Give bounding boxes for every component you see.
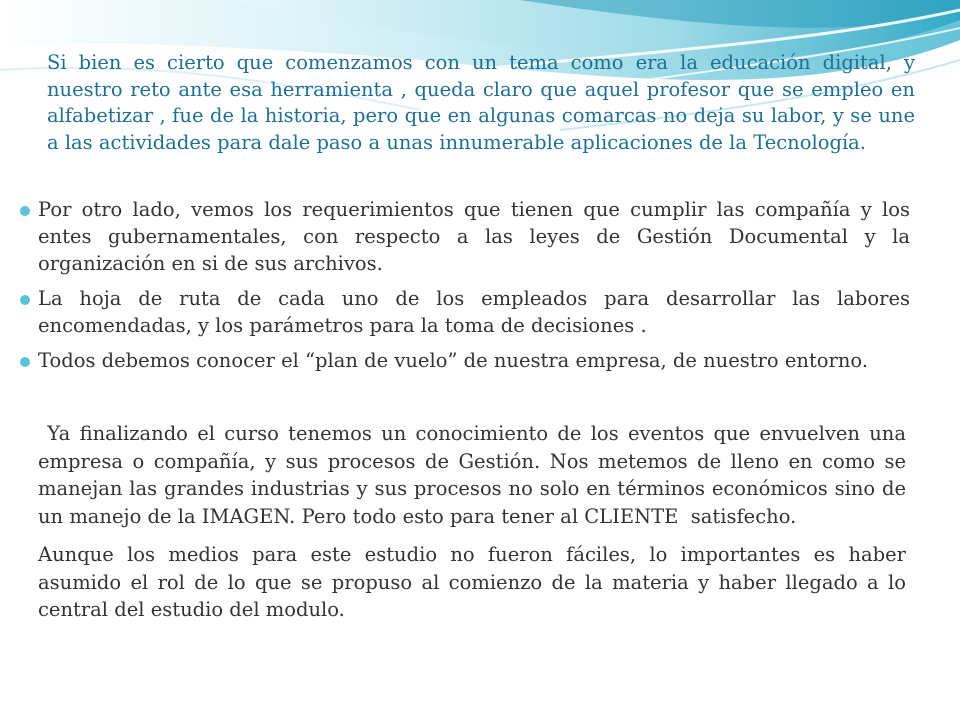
bullet-text: Todos debemos conocer el “plan de vuelo” de nuestra empresa, de nuestro entorno. [38, 349, 869, 372]
bullet-icon [20, 357, 30, 367]
list-item [20, 196, 910, 277]
bullet-list [20, 196, 910, 382]
bullet-text: Por otro lado, vemos los requerimientos que tienen que cumplir las compañía y los entes gubernamentales, con respecto a las leyes de Gestión Documental y la organización en si de sus archivos. [38, 198, 910, 275]
list-item [20, 347, 910, 374]
closing-section [38, 420, 913, 635]
bullet-icon [20, 295, 30, 305]
list-item [20, 285, 910, 339]
bullet-text: La hoja de ruta de cada uno de los empleados para desarrollar las labores encomendadas, y los parámetros para la toma de decisiones . [38, 287, 910, 337]
closing-paragraph: Aunque los medios para este estudio no fueron fáciles, lo importantes es haber asumido el rol de lo que se propuso al comienzo de la materia y haber llegado a lo central del estudio del modulo. [38, 543, 906, 621]
closing-paragraph: Ya finalizando el curso tenemos un conocimiento de los eventos que envuelven una empresa o compañía, y sus procesos de Gestión. Nos metemos de lleno en como se manejan las grandes industrias y sus procesos no solo en términos económicos sino de un manejo de la IMAGEN. Pero todo esto para tener al CLIENTE satisfecho. [38, 422, 913, 528]
intro-paragraph: Si bien es cierto que comenzamos con un tema como era la educación digital, y nuestro reto ante esa herramienta , queda claro que aquel profesor que se empleo en alfabetizar , fue de la historia, pero que en algunas comarcas no deja su labor, y se une a las actividades para dale paso a unas innumerable aplicaciones de la Tecnología. [47, 51, 915, 154]
bullet-icon [20, 206, 30, 216]
